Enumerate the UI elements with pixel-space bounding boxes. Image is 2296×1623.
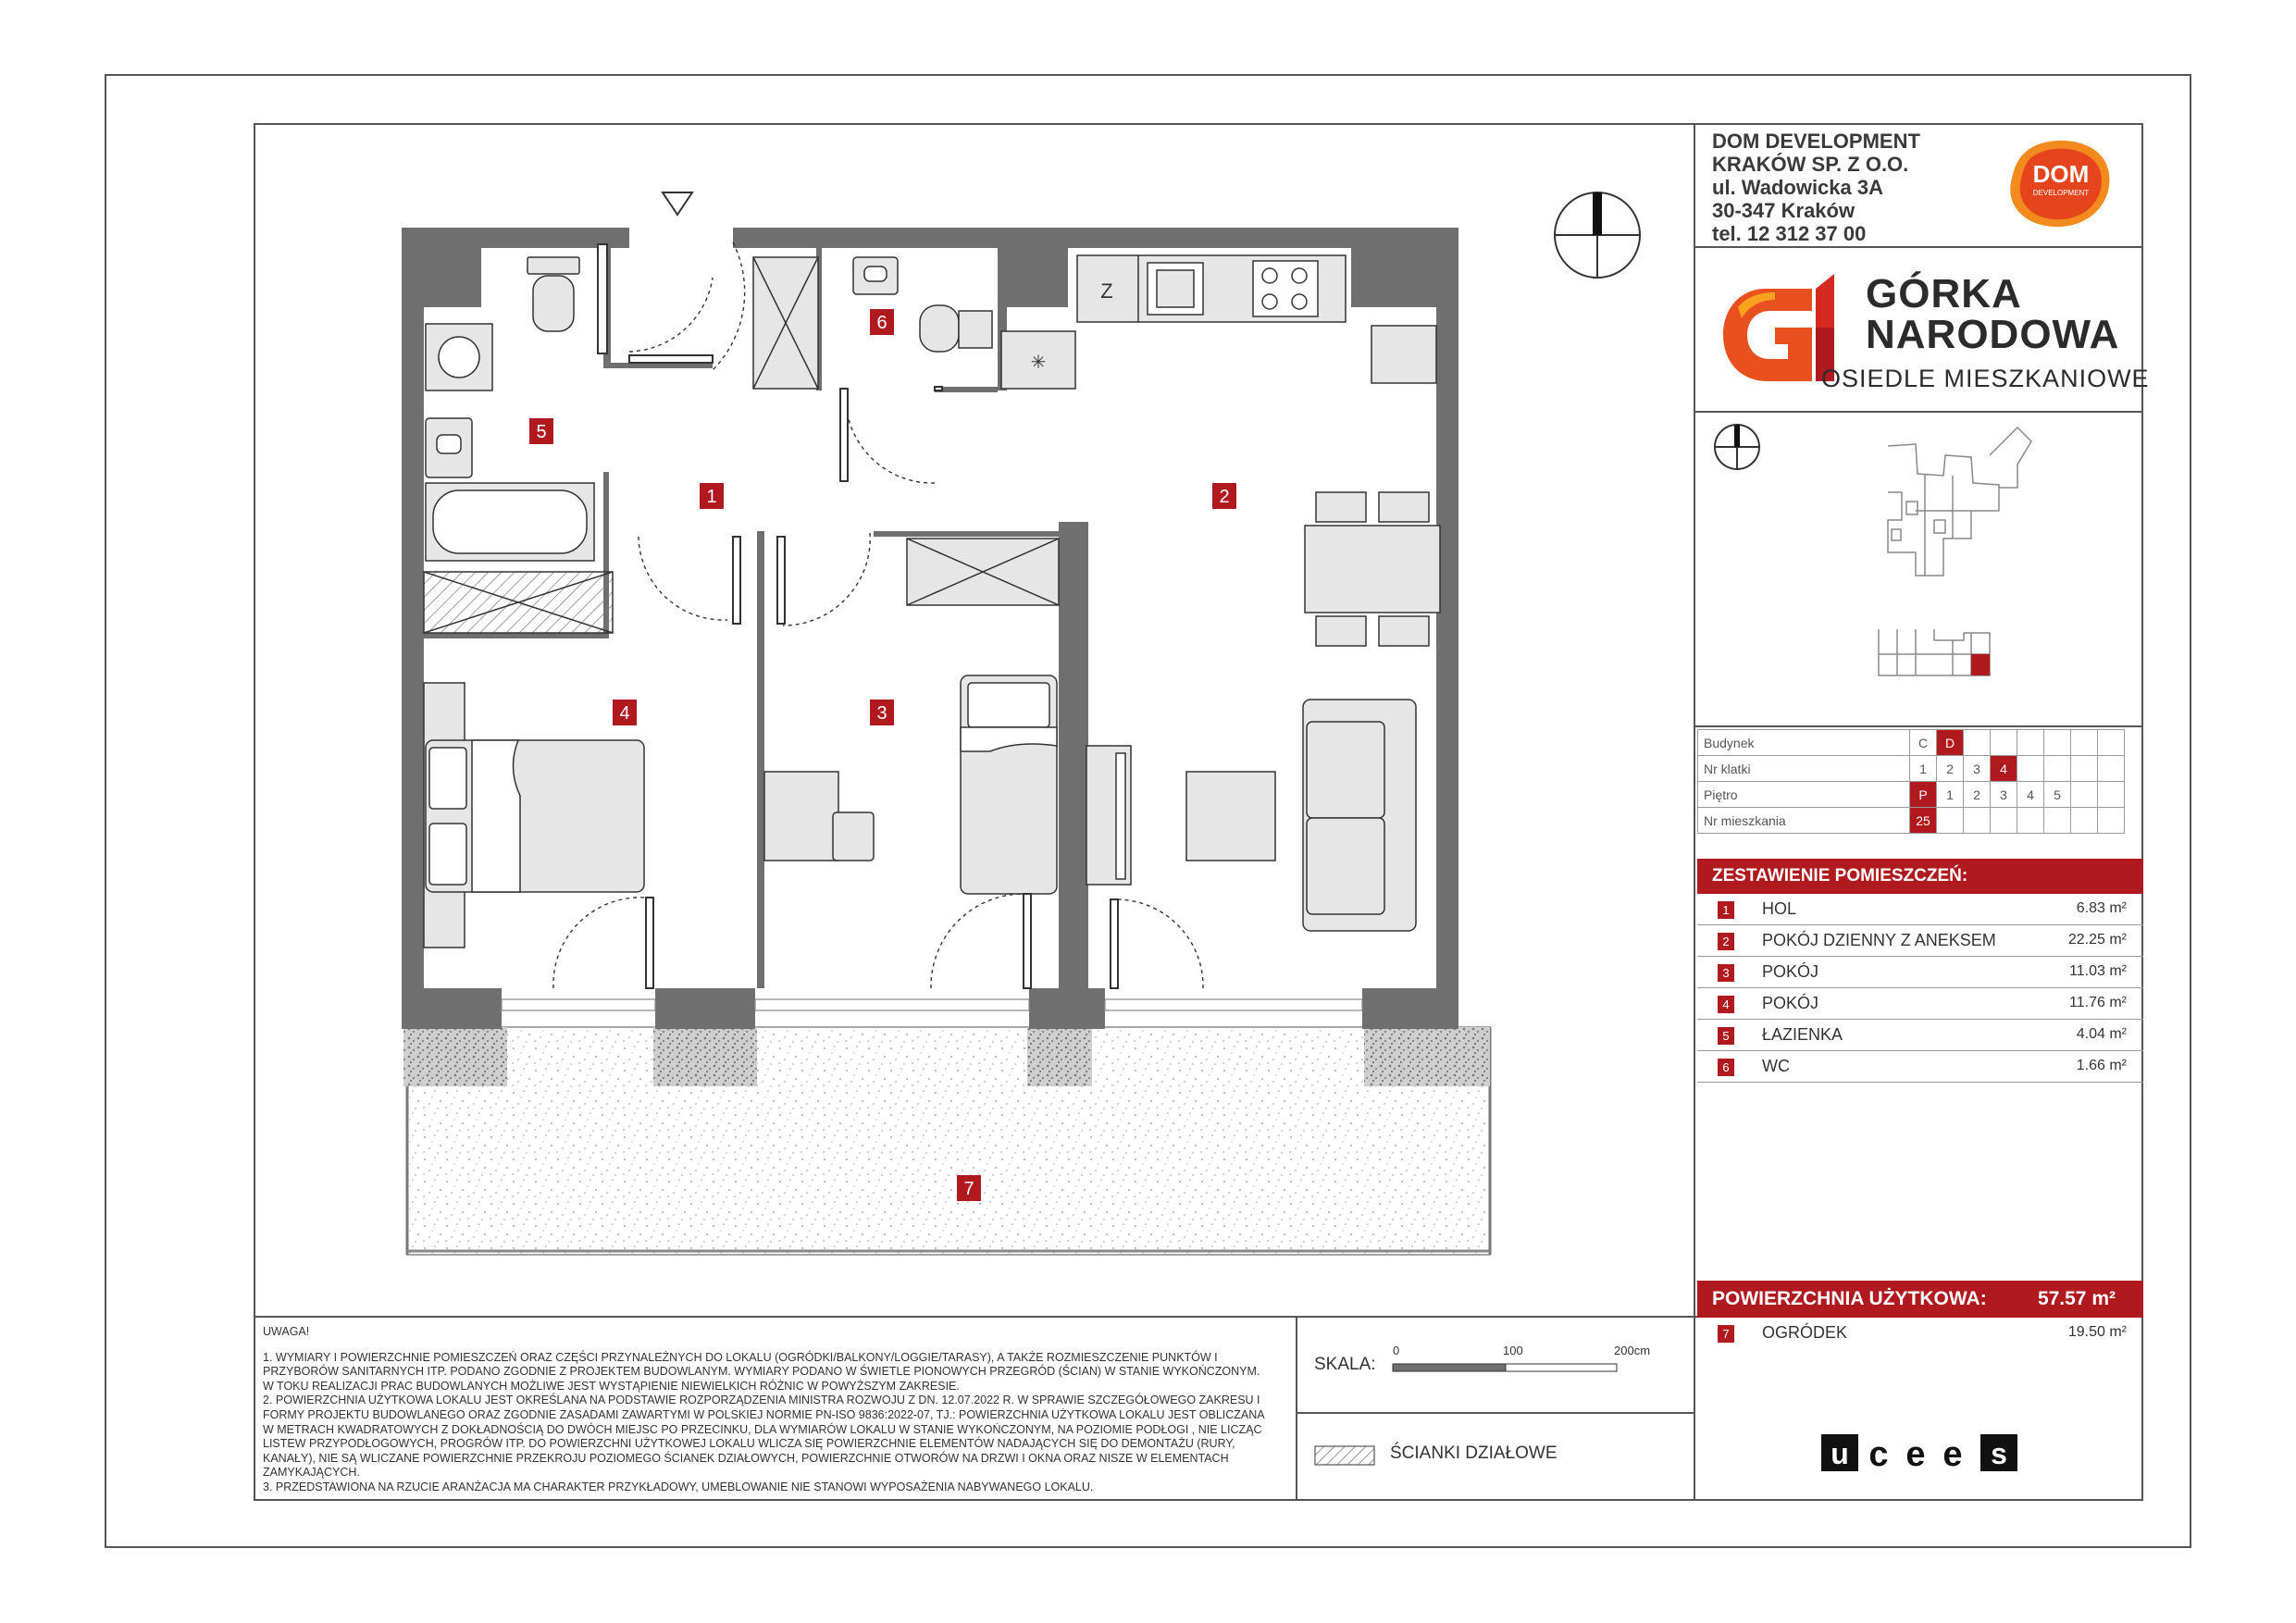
living-furniture [1086, 700, 1416, 931]
svg-text:2: 2 [1219, 487, 1230, 507]
cell [2098, 782, 2125, 808]
dom-development-logo [2006, 136, 2116, 229]
svg-text:DOM: DOM [2032, 160, 2090, 188]
row-apartment [1698, 808, 2125, 834]
floor-plan [389, 185, 1499, 1286]
pillar-base [1027, 1027, 1092, 1086]
cell [2017, 730, 2044, 756]
divider-vertical [1694, 123, 1695, 1501]
cell: 4 [2017, 782, 2044, 808]
svg-text:4: 4 [619, 703, 630, 724]
cell: 3 [1964, 756, 1991, 782]
room-area: 19.50 m² [2067, 1324, 2127, 1340]
room-row [1697, 957, 2143, 988]
label-floor: Piętro [1698, 782, 1910, 808]
cell [2071, 782, 2098, 808]
room-name: POKÓJ DZIENNY Z ANEKSEM [1762, 931, 1996, 949]
scale-bar [1392, 1362, 1618, 1373]
room-row [1697, 894, 2143, 925]
cell [1937, 808, 1964, 834]
cell [2098, 808, 2125, 834]
room-number: 4 [1718, 996, 1734, 1013]
location-table [1697, 729, 2125, 834]
cell [2017, 808, 2044, 834]
room-area: 11.03 m² [2069, 963, 2127, 979]
svg-text:1: 1 [706, 487, 717, 507]
dining-set [1305, 492, 1440, 646]
compass-small-icon [1712, 422, 1762, 472]
company-street: ul. Wadowicka 3A [1712, 176, 1884, 199]
cell [2071, 730, 2098, 756]
legend-partition-walls: ŚCIANKI DZIAŁOWE [1390, 1443, 1558, 1463]
label-building: Budynek [1698, 730, 1910, 756]
divider-vertical [1296, 1316, 1297, 1501]
cell-selected: P [1910, 782, 1937, 808]
cell [1964, 730, 1991, 756]
row-staircase [1698, 756, 2125, 782]
project-subtitle: OSIEDLE MIESZKANIOWE [1821, 365, 2150, 392]
garden-row [1697, 1318, 2143, 1349]
svg-text:e: e [1942, 1435, 1963, 1473]
room-row [1697, 1051, 2143, 1083]
room-name: POKÓJ [1762, 994, 1819, 1012]
room-area: 22.25 m² [2067, 932, 2127, 948]
divider [1296, 1412, 1694, 1414]
scale-label: SKALA: [1314, 1355, 1376, 1374]
company-phone: tel. 12 312 37 00 [1712, 222, 1867, 245]
label-staircase: Nr klatki [1698, 756, 1910, 782]
room-number: 1 [1718, 901, 1734, 919]
scale-tick-200: 200cm [1614, 1344, 1651, 1357]
hatch-legend-icon [1314, 1445, 1375, 1466]
total-area-label: POWIERZCHNIA UŻYTKOWA: [1712, 1288, 1987, 1309]
label-apartment: Nr mieszkania [1698, 808, 1910, 834]
room-name: OGRÓDEK [1762, 1323, 1848, 1342]
svg-text:s: s [1991, 1437, 2007, 1470]
room-row [1697, 1020, 2143, 1051]
scale-tick-0: 0 [1393, 1344, 1400, 1357]
summary-header: ZESTAWIENIE POMIESZCZEŃ: [1697, 859, 2143, 894]
room-number: 3 [1718, 964, 1734, 982]
pillar-base [1364, 1027, 1490, 1086]
svg-text:7: 7 [963, 1179, 974, 1199]
cell: 5 [2044, 782, 2071, 808]
room-row [1697, 925, 2143, 957]
fridge-label: Z [1100, 279, 1113, 303]
svg-text:e: e [1905, 1435, 1926, 1473]
note-2: 2. POWIERZCHNIA UŻYTKOWA LOKALU JEST OKREŚLANA NA PODSTAWIE ROZPORZĄDZENIA MINISTRA ROZWOJU Z DN. 12.07.2022 R. W SPRAWIE SZCZEGÓŁOWEGO ZAKRESU I FORMY PROJEKTU BUDOWLANEGO ORAZ ZGODNIE ZASADAMI ZAWARTYMI W POLSKIEJ NORMIE PN-ISO 9836:2022-07, TJ.: POWIERZCHNIA UŻYTKOWA LOKALU JEST OBLICZANA W METRACH KWADRATOWYCH Z DOKŁADNOŚCIĄ DO DWÓCH MIEJSC PO PRZECINKU, DLA WYMIARÓW LOKALU W STANIE WYKOŃCZONYM, NA POZIOMIE PODŁOGI , NIE LICZĄC LISTEW PRZYPODŁOGOWYCH, PROGRÓW ITP. DO POWIERZCHNI UŻYTKOWEJ LOKALU WLICZA SIĘ POWIERZCHNIE ELEMENTÓW NADAJĄCYCH SIĘ DO DEMONTAŻU (RURY, KANAŁY), NIE SĄ WLICZANE POWIERZCHNIE PRZEKROJU POZIOMEGO ŚCIANEK DZIAŁOWYCH, POWIERZCHNIE OTWORÓW NA DRZWI I OKNA ORAZ NISZE W ELEMENTACH ZAMYKAJĄCYCH. [263, 1394, 1264, 1480]
divider [1694, 411, 2143, 413]
room-row [1697, 988, 2143, 1020]
cell: 1 [1937, 782, 1964, 808]
bedroom-4-furniture [424, 683, 644, 948]
project-title [1866, 271, 2120, 357]
cell [2098, 756, 2125, 782]
cell-selected: 4 [1991, 756, 2017, 782]
room-number: 5 [1718, 1027, 1734, 1045]
svg-text:5: 5 [536, 422, 547, 442]
room-area: 11.76 m² [2069, 995, 2127, 1010]
cell [2044, 730, 2071, 756]
svg-text:c: c [1868, 1435, 1889, 1473]
cell: 2 [1937, 756, 1964, 782]
room-area: 6.83 m² [2076, 900, 2127, 916]
terrace [407, 1027, 1490, 1255]
room-name: POKÓJ [1762, 962, 1819, 981]
room-number: 7 [1718, 1325, 1734, 1343]
cell [1991, 730, 2017, 756]
svg-text:u: u [1831, 1437, 1849, 1470]
cell [2071, 756, 2098, 782]
ucees-logo [1821, 1432, 2025, 1473]
notes-heading: UWAGA! [263, 1325, 310, 1338]
notes [263, 1325, 1272, 1495]
note-3: 3. PRZEDSTAWIONA NA RZUCIE ARANŻACJA MA CHARAKTER PRZYKŁADOWY, UMEBLOWANIE NIE STANOWI WYPOSAŻENIA NABYWANEGO LOKALU. [263, 1480, 1094, 1493]
cell-selected: D [1937, 730, 1964, 756]
note-1: 1. WYMIARY I POWIERZCHNIE POMIESZCZEŃ ORAZ CZĘŚCI PRZYNALEŻNYCH DO LOKALU (OGRÓDKI/BALKONY/LOGGIE/TARASY), A TAKŻE ROZMIESZCZENIE PUNKTÓW I PRZYBORÓW SANITARNYCH ITP. PODANO ZGODNIE Z PROJEKTEM BUDOWLANYM. WYMIARY PODANO W ŚWIETLE PIONOWYCH PRZEGRÓD (ŚCIAN) W STANIE WYKOŃCZONYM. W TOKU REALIZACJI PRAC BUDOWLANYCH MOŻLIWE JEST WYSTĄPIENIE NIEWIELKICH RÓŻNIC W POWYŻSZYM ZAKRESIE. [263, 1350, 1260, 1393]
bathroom-fixtures [424, 257, 613, 633]
site-plan-icon [1860, 418, 2138, 696]
cell: 2 [1964, 782, 1991, 808]
cell: C [1910, 730, 1937, 756]
svg-text:3: 3 [876, 703, 887, 724]
scale-tick-100: 100 [1503, 1344, 1523, 1357]
cell [2071, 808, 2098, 834]
pillar-base [653, 1027, 757, 1086]
row-building [1698, 730, 2125, 756]
cell [2098, 730, 2125, 756]
room-name: ŁAZIENKA [1762, 1025, 1843, 1044]
total-area-header [1697, 1281, 2143, 1318]
svg-text:6: 6 [876, 313, 887, 333]
project-title-line2: NARODOWA [1866, 312, 2120, 357]
cell [1991, 808, 2017, 834]
room-number: 2 [1718, 933, 1734, 950]
divider [1694, 246, 2143, 248]
row-floor [1698, 782, 2125, 808]
room-name: WC [1762, 1057, 1790, 1075]
company-name: DOM DEVELOPMENT [1712, 130, 1920, 153]
total-area-value: 57.57 m² [2037, 1288, 2116, 1309]
divider [1694, 725, 2143, 727]
room-name: HOL [1762, 899, 1797, 918]
cell-selected: 25 [1910, 808, 1937, 834]
cell [2044, 756, 2071, 782]
svg-text:✳: ✳ [1030, 353, 1047, 373]
entrance-arrow-icon [663, 192, 692, 215]
bedroom-3-furniture [764, 675, 1057, 894]
company-name-2: KRAKÓW SP. Z O.O. [1712, 153, 1909, 176]
cell [2044, 808, 2071, 834]
company-city: 30-347 Kraków [1712, 199, 1855, 222]
room-area: 4.04 m² [2076, 1026, 2127, 1042]
company-info [1712, 130, 1920, 245]
windows [502, 999, 1362, 1010]
cell: 3 [1991, 782, 2017, 808]
compass-icon [1551, 189, 1644, 281]
cell [2017, 756, 2044, 782]
cell: 1 [1910, 756, 1937, 782]
room-area: 1.66 m² [2076, 1058, 2127, 1073]
room-number: 6 [1718, 1059, 1734, 1076]
pillar-base [403, 1027, 507, 1086]
svg-text:DEVELOPMENT: DEVELOPMENT [2032, 189, 2090, 197]
project-title-line1: GÓRKA [1866, 271, 2022, 316]
cell [1964, 808, 1991, 834]
